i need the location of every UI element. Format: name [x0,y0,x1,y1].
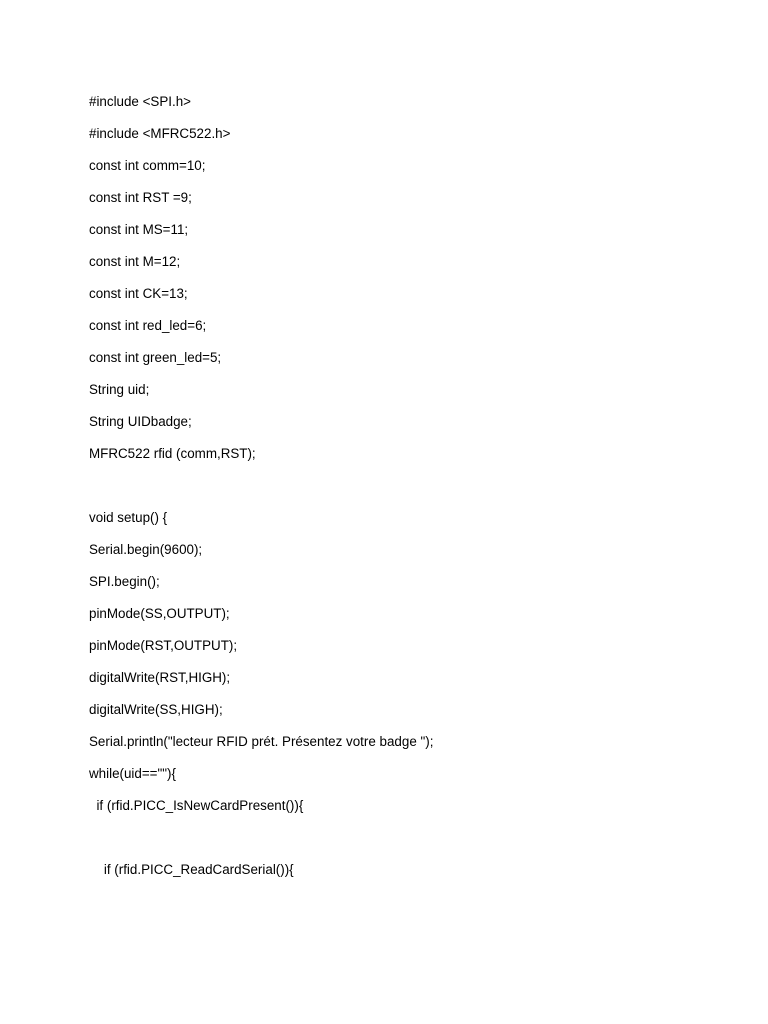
blank-line [89,828,709,860]
code-line: pinMode(SS,OUTPUT); [89,606,230,621]
code-line: #include <SPI.h> [89,94,191,109]
code-line: MFRC522 rfid (comm,RST); [89,446,256,461]
code-line: if (rfid.PICC_ReadCardSerial()){ [89,862,294,877]
code-line: Serial.println("lecteur RFID prét. Présentez votre badge "); [89,734,434,749]
code-line: if (rfid.PICC_IsNewCardPresent()){ [89,798,304,813]
code-line: void setup() { [89,510,168,525]
code-line: pinMode(RST,OUTPUT); [89,638,238,653]
code-line: const int MS=11; [89,222,189,237]
code-line: SPI.begin(); [89,574,160,589]
code-line: while(uid==""){ [89,766,176,781]
code-line: #include <MFRC522.h> [89,126,231,141]
code-line: const int green_led=5; [89,350,222,365]
code-line: const int CK=13; [89,286,188,301]
code-line: digitalWrite(SS,HIGH); [89,702,223,717]
code-line: const int RST =9; [89,190,192,205]
code-line: String uid; [89,382,150,397]
code-line: const int M=12; [89,254,181,269]
code-line: const int comm=10; [89,158,206,173]
code-line: const int red_led=6; [89,318,207,333]
code-line: digitalWrite(RST,HIGH); [89,670,231,685]
code-line: Serial.begin(9600); [89,542,203,557]
code-listing [89,92,709,892]
code-line: String UIDbadge; [89,414,192,429]
blank-line [89,476,709,508]
